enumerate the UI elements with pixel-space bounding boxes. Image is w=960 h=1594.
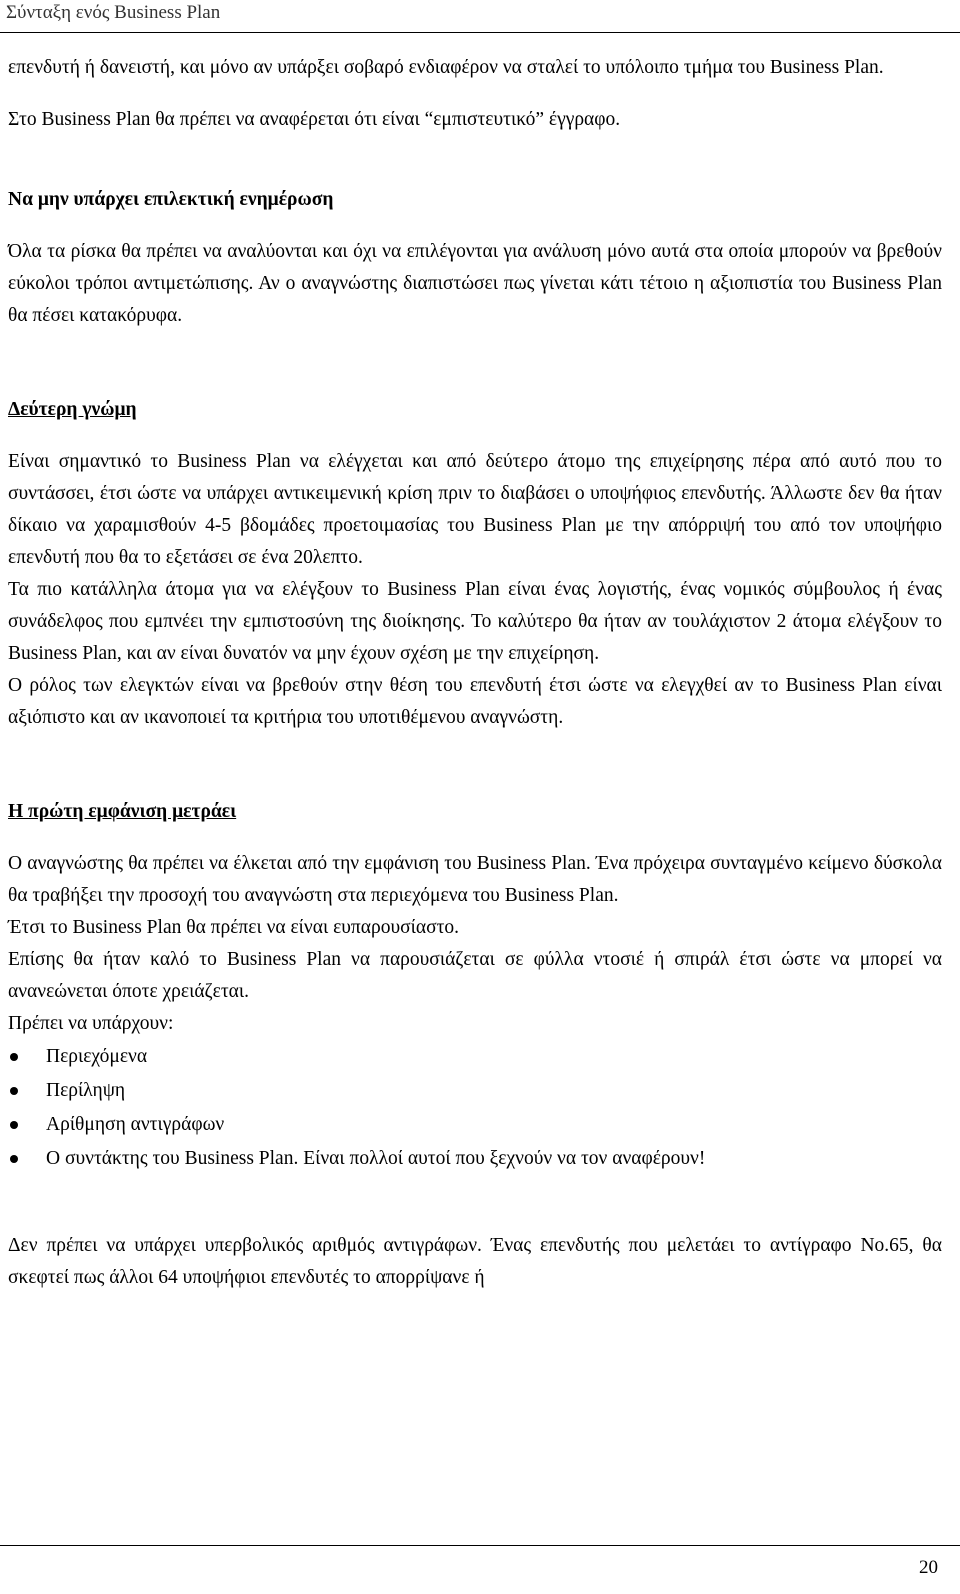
- header-title: Σύνταξη ενός Business Plan: [6, 2, 221, 23]
- required-items-list: [8, 1040, 942, 1176]
- list-item: [8, 1108, 942, 1142]
- paragraph-appearance: Ο αναγνώστης θα πρέπει να έλκεται από την εμφάνιση του Business Plan. Ένα πρόχειρα συνταγμένο κείμενο δύσκολα θα τραβήξει την προσοχή του αναγνώστη στα περιεχόμενα του Business Plan.: [8, 853, 942, 906]
- heading-first-impression: Η πρώτη εμφάνιση μετράει: [8, 801, 237, 822]
- bullet-icon: [10, 1155, 18, 1163]
- paragraph-presentable: Έτσι το Business Plan θα πρέπει να είναι ευπαρουσίαστο.: [8, 917, 460, 938]
- heading-second-opinion: Δεύτερη γνώμη: [8, 399, 137, 420]
- paragraph-confidential: Στο Business Plan θα πρέπει να αναφέρεται ότι είναι “εμπιστευτικό” έγγραφο.: [8, 109, 621, 130]
- paragraph-binder: Επίσης θα ήταν καλό το Business Plan να παρουσιάζεται σε φύλλα ντοσιέ ή σπιράλ έτσι ώστε να μπορεί να ανανεώνεται όποτε χρειάζεται.: [8, 949, 942, 1002]
- bullet-icon: [10, 1121, 18, 1129]
- paragraph-copies: Δεν πρέπει να υπάρχει υπερβολικός αριθμός αντιγράφων. Ένας επενδυτής που μελετάει το αντίγραφο No.65, θα σκεφτεί πως άλλοι 64 υποψήφιοι επενδυτές το απορρίψανε ή: [8, 1235, 942, 1288]
- paragraph-risks: Όλα τα ρίσκα θα πρέπει να αναλύονται και όχι να επιλέγονται για ανάλυση μόνο αυτά στα οποία μπορούν να βρεθούν εύκολοι τρόποι αντιμετώπισης. Αν ο αναγνώστης διαπιστώσει πως γίνεται κάτι τέτοιο η αξιοπιστία του Business Plan θα πέσει κατακόρυφα.: [8, 241, 942, 326]
- list-item-label: Ο συντάκτης του Business Plan. Είναι πολλοί αυτοί που ξεχνούν να τον αναφέρουν!: [46, 1148, 706, 1169]
- bullet-icon: [10, 1087, 18, 1095]
- paragraph-reviewer-role: Ο ρόλος των ελεγκτών είναι να βρεθούν στην θέση του επενδυτή έτσι ώστε να ελεγχθεί αν το Business Plan είναι αξιόπιστο και αν ικανοποιεί τα κριτήρια του υποτιθέμενου αναγνώστη.: [8, 675, 942, 728]
- list-item-label: Αρίθμηση αντιγράφων: [46, 1114, 225, 1135]
- document-body: [8, 52, 942, 1294]
- list-item-label: Περιεχόμενα: [46, 1046, 148, 1067]
- list-item-label: Περίληψη: [46, 1080, 126, 1101]
- bullet-icon: [10, 1053, 18, 1061]
- running-header: [0, 0, 960, 33]
- list-item: [8, 1074, 942, 1108]
- list-item: [8, 1040, 942, 1074]
- page-number: 20: [919, 1557, 938, 1578]
- paragraph-reviewers: Τα πιο κατάλληλα άτομα για να ελέγξουν το Business Plan είναι ένας λογιστής, ένας νομικός σύμβουλος ή ένας συνάδελφος που εμπνέει την εμπιστοσύνη της διοίκησης. Το καλύτερο θα ήταν αν τουλάχιστον 2 άτομα ελέγξουν το Business Plan, και αν είναι δυνατόν να μην έχουν σχέση με την επιχείρηση.: [8, 579, 942, 664]
- list-item: [8, 1142, 942, 1176]
- paragraph-intro: επενδυτή ή δανειστή, και μόνο αν υπάρξει σοβαρό ενδιαφέρον να σταλεί το υπόλοιπο τμήμα του Business Plan.: [8, 57, 884, 78]
- heading-no-selective-info: Να μην υπάρχει επιλεκτική ενημέρωση: [8, 189, 334, 210]
- footer-divider: [0, 1545, 960, 1546]
- paragraph-required: Πρέπει να υπάρχουν:: [8, 1013, 174, 1034]
- paragraph-second-opinion: Είναι σημαντικό το Business Plan να ελέγχεται και από δεύτερο άτομο της επιχείρησης πέρα από αυτό που το συντάσσει, έτσι ώστε να υπάρχει αντικειμενική κρίση πριν το διαβάσει ο υποψήφιος επενδυτής. Άλλωστε δεν θα ήταν δίκαιο να χαραμισθούν 4-5 βδομάδες προετοιμασίας του Business Plan με την απόρριψή του από τον υποψήφιο επενδυτή που θα το εξετάσει σε ένα 20λεπτο.: [8, 451, 942, 568]
